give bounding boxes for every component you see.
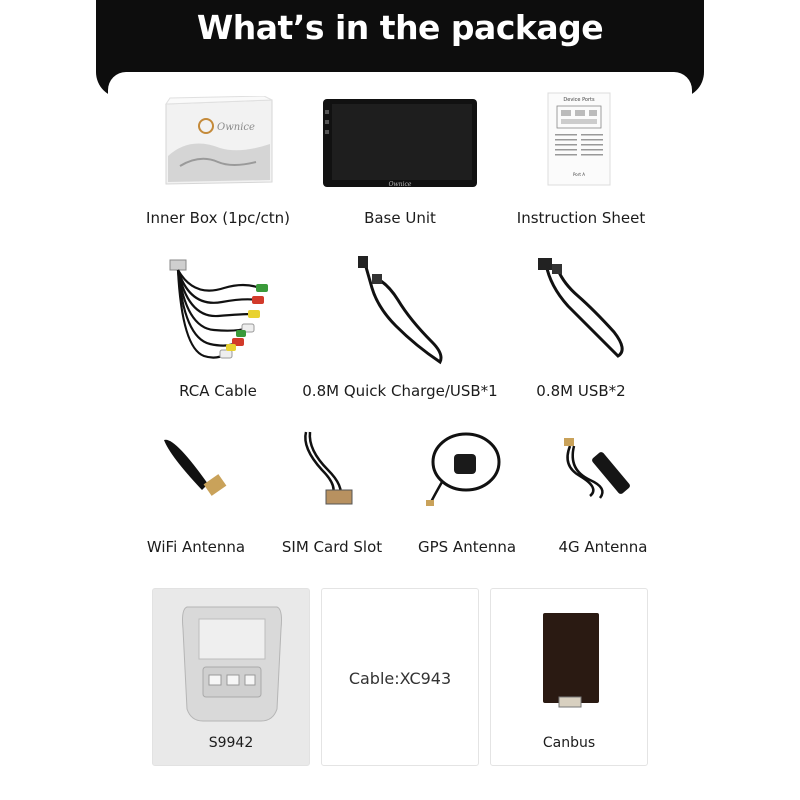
inner-box-brand: Ownice: [217, 122, 255, 133]
base-unit-brand: Ownice: [388, 181, 412, 188]
sim-card-slot-image: [300, 428, 364, 510]
canbus-image: [491, 589, 649, 729]
base-unit-image: [322, 98, 478, 190]
wifi-antenna-label: WiFi Antenna: [146, 538, 246, 556]
usb2-label: 0.8M USB*2: [536, 382, 626, 400]
sheet-footer: Port A: [573, 172, 585, 177]
cable-text: Cable:XC943: [348, 669, 452, 688]
4g-antenna-image: [560, 436, 646, 502]
frame-label: S9942: [208, 735, 254, 751]
instruction-sheet-image: [547, 92, 611, 186]
rca-cable-image: [164, 258, 274, 368]
inner-box-image: [160, 96, 278, 188]
dash-frame-image: [153, 589, 311, 729]
page-title: What’s in the package: [196, 8, 604, 47]
sheet-title: Device Ports: [563, 97, 595, 103]
frame-card: [152, 588, 310, 766]
quick-charge-usb-label: 0.8M Quick Charge/USB*1: [302, 382, 498, 400]
canbus-card: [490, 588, 648, 766]
gps-antenna-image: [426, 432, 504, 508]
wifi-antenna-image: [160, 436, 232, 504]
instruction-sheet-label: Instruction Sheet: [516, 209, 646, 227]
cable-card: [321, 588, 479, 766]
base-unit-label: Base Unit: [364, 209, 436, 227]
inner-box-label: Inner Box (1pc/ctn): [146, 209, 290, 227]
4g-antenna-label: 4G Antenna: [558, 538, 648, 556]
rca-cable-label: RCA Cable: [179, 382, 257, 400]
sim-card-slot-label: SIM Card Slot: [281, 538, 383, 556]
usb2-image: [528, 256, 634, 368]
canbus-label: Canbus: [542, 735, 596, 751]
gps-antenna-label: GPS Antenna: [417, 538, 517, 556]
quick-charge-usb-image: [352, 254, 448, 368]
